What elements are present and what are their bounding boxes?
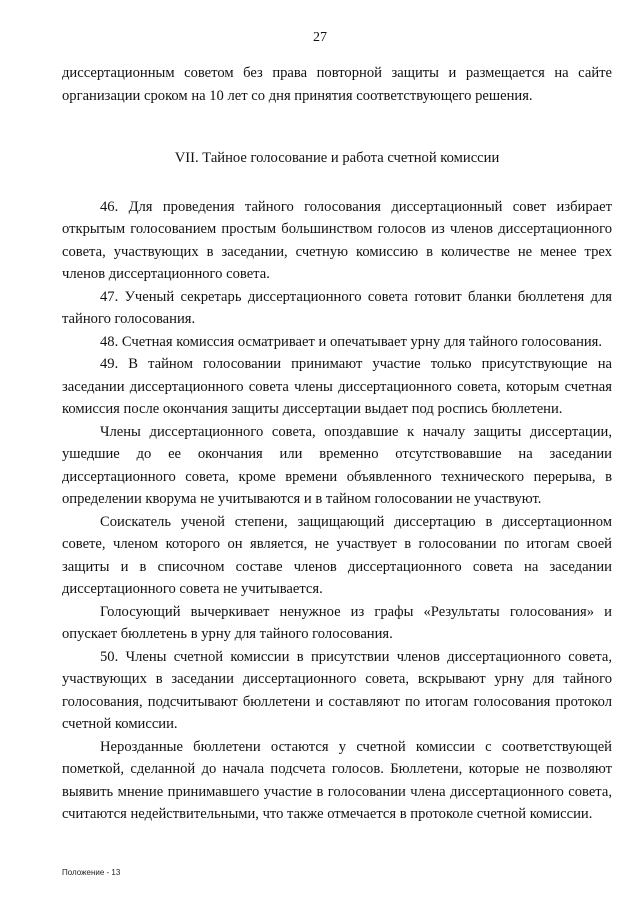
- paragraph-47: 47. Ученый секретарь диссертационного совета готовит бланки бюллетеня для тайного голосования.: [62, 288, 612, 327]
- paragraph-49-voting: Голосующий вычеркивает ненужное из графы «Результаты голосования» и опускает бюллетень в урну для тайного голосования.: [62, 603, 612, 642]
- footer-label: Положение - 13: [62, 868, 121, 877]
- paragraph-50: 50. Члены счетной комиссии в присутствии членов диссертационного совета, участвующих в заседании диссертационного совета, вскрывают урну для тайного голосования, подсчитывают бюллетени и составляют по итогам голосования протокол счетной комиссии.: [62, 648, 612, 732]
- paragraph-49-candidate: Соискатель ученой степени, защищающий диссертацию в диссертационном совете, членом которого он является, не участвует в голосовании по итогам своей защиты и в списочном составе членов диссертационного совета на заседании диссертационного совета не учитывается.: [62, 513, 612, 597]
- paragraph-49: 49. В тайном голосовании принимают участие только присутствующие на заседании диссертационного совета члены диссертационного совета, которым счетная комиссия после окончания защиты диссертации выдает под роспись бюллетени.: [62, 356, 612, 417]
- intro-continuation: диссертационным советом без права повторной защиты и размещается на сайте организации сроком на 10 лет со дня принятия соответствующего решения.: [62, 65, 612, 104]
- section-heading: VII. Тайное голосование и работа счетной комиссии: [174, 150, 500, 166]
- paragraph-46: 46. Для проведения тайного голосования диссертационный совет избирает открытым голосованием простым большинством голосов из членов диссертационного совета, участвующих в заседании, счетную комиссию в количестве не менее трех членов диссертационного совета.: [62, 198, 612, 282]
- paragraph-50-unissued-ballots: Нерозданные бюллетени остаются у счетной комиссии с соответствующей пометкой, сделанной до начала подсчета голосов. Бюллетени, которые не позволяют выявить мнение принимавшего участие в голосовании члена диссертационного совета, считаются недействительными, что также отмечается в протоколе счетной комиссии.: [62, 738, 612, 822]
- paragraph-49-late-members: Члены диссертационного совета, опоздавшие к началу защиты диссертации, ушедшие до ее окончания или временно отсутствовавшие на заседании диссертационного совета, кроме времени объявленного технического перерыва, в определении кворума не учитываются и в тайном голосовании не участвуют.: [62, 423, 612, 507]
- document-body: [62, 62, 612, 826]
- page-number: 27: [313, 30, 327, 45]
- paragraph-48: 48. Счетная комиссия осматривает и опечатывает урну для тайного голосования.: [100, 333, 603, 350]
